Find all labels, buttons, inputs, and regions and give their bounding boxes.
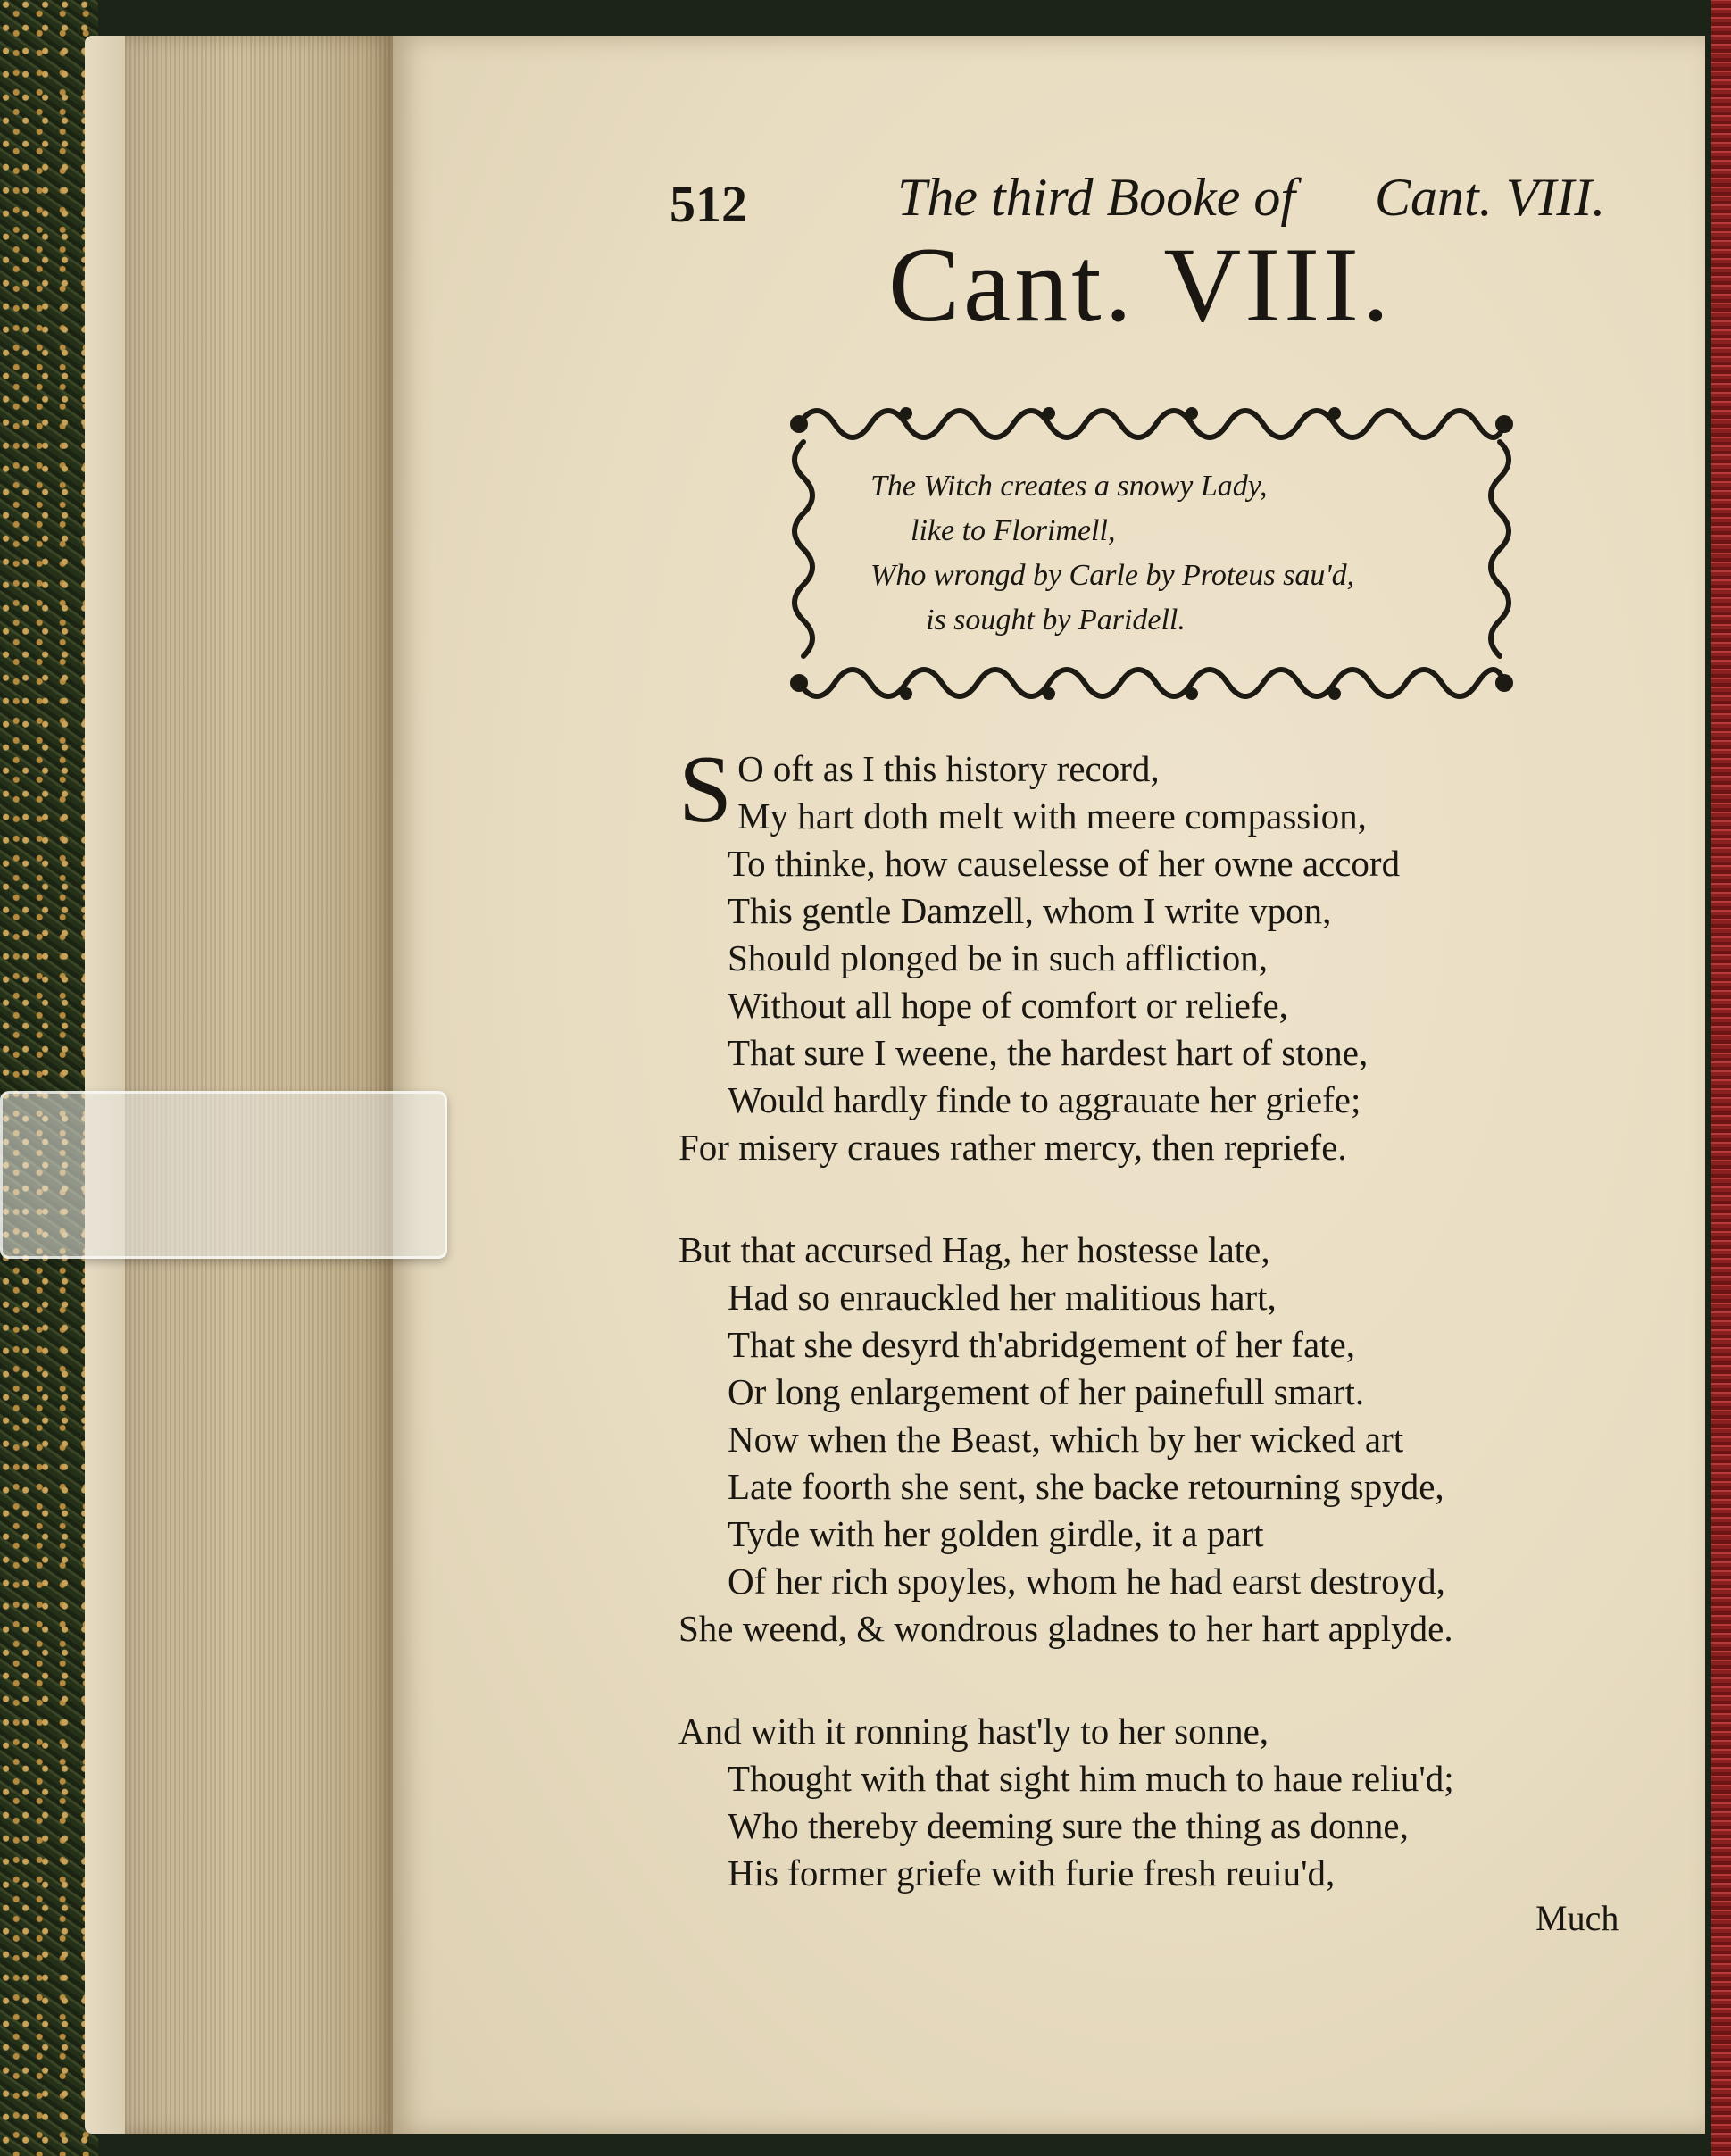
verse-line: Thought with that sight him much to haue reliu'd; <box>728 1758 1454 1799</box>
running-title: The third Booke of <box>897 168 1296 227</box>
page-number: 512 <box>670 175 747 233</box>
red-cover-edge <box>1711 0 1731 2156</box>
poem-body <box>678 737 1454 1952</box>
verse-line: My hart doth melt with meere compassion, <box>737 795 1367 837</box>
running-head <box>393 138 1705 233</box>
verse-line: She weend, & wondrous gladnes to her hart applyde. <box>678 1608 1453 1649</box>
verse-line: Who thereby deeming sure the thing as donne, <box>728 1805 1409 1846</box>
catchword: Much <box>1535 1898 1619 1938</box>
argument-line: The Witch creates a snowy Lady, <box>870 470 1268 503</box>
verse-line: Late foorth she sent, she backe retourning spyde, <box>728 1466 1444 1507</box>
verse-line: That sure I weene, the hardest hart of stone, <box>728 1032 1369 1073</box>
fore-edge-pages <box>125 36 393 2134</box>
page-clip <box>0 1091 447 1259</box>
verse-line: That she desyrd th'abridgement of her fate, <box>728 1324 1355 1365</box>
verse-line: Would hardly finde to aggrauate her griefe; <box>728 1079 1361 1120</box>
verse-line: Had so enrauckled her malitious hart, <box>728 1277 1277 1318</box>
verse-line: To thinke, how causelesse of her owne accord <box>728 843 1401 884</box>
argument-line: like to Florimell, <box>911 514 1116 547</box>
verse-line: Of her rich spoyles, whom he had earst destroyd, <box>728 1561 1445 1602</box>
verse-line: His former griefe with furie fresh reuiu'd, <box>728 1852 1336 1894</box>
marbled-cover <box>0 0 98 2156</box>
verse-line: This gentle Damzell, whom I write vpon, <box>728 890 1332 931</box>
verse-line: Tyde with her golden girdle, it a part <box>728 1513 1264 1554</box>
verse-line: But that accursed Hag, her hostesse late, <box>678 1229 1270 1270</box>
verse-line: O oft as I this history record, <box>737 748 1160 789</box>
verse-line: Or long enlargement of her painefull smart. <box>728 1371 1365 1412</box>
verse-line: And with it ronning hast'ly to her sonne, <box>678 1711 1269 1752</box>
argument-line: Who wrongd by Carle by Proteus sau'd, <box>870 559 1355 592</box>
page-edge <box>85 36 125 2134</box>
drop-cap: S <box>678 737 733 843</box>
stanza <box>678 737 1454 1171</box>
argument-line: is sought by Paridell. <box>926 604 1186 637</box>
verse-line: Should plonged be in such affliction, <box>728 937 1269 978</box>
canto-argument <box>870 464 1354 643</box>
verse-line: Without all hope of comfort or reliefe, <box>728 985 1288 1026</box>
book-page <box>393 36 1705 2134</box>
argument-box <box>781 388 1522 719</box>
verse-line: For misery craues rather mercy, then repriefe. <box>678 1127 1347 1168</box>
verse-line: Now when the Beast, which by her wicked art <box>728 1419 1404 1460</box>
stanza <box>678 1708 1454 1897</box>
stanza <box>678 1227 1454 1652</box>
running-canto: Cant. VIII. <box>1375 168 1606 227</box>
canto-title: Cant. VIII. <box>888 225 1394 344</box>
